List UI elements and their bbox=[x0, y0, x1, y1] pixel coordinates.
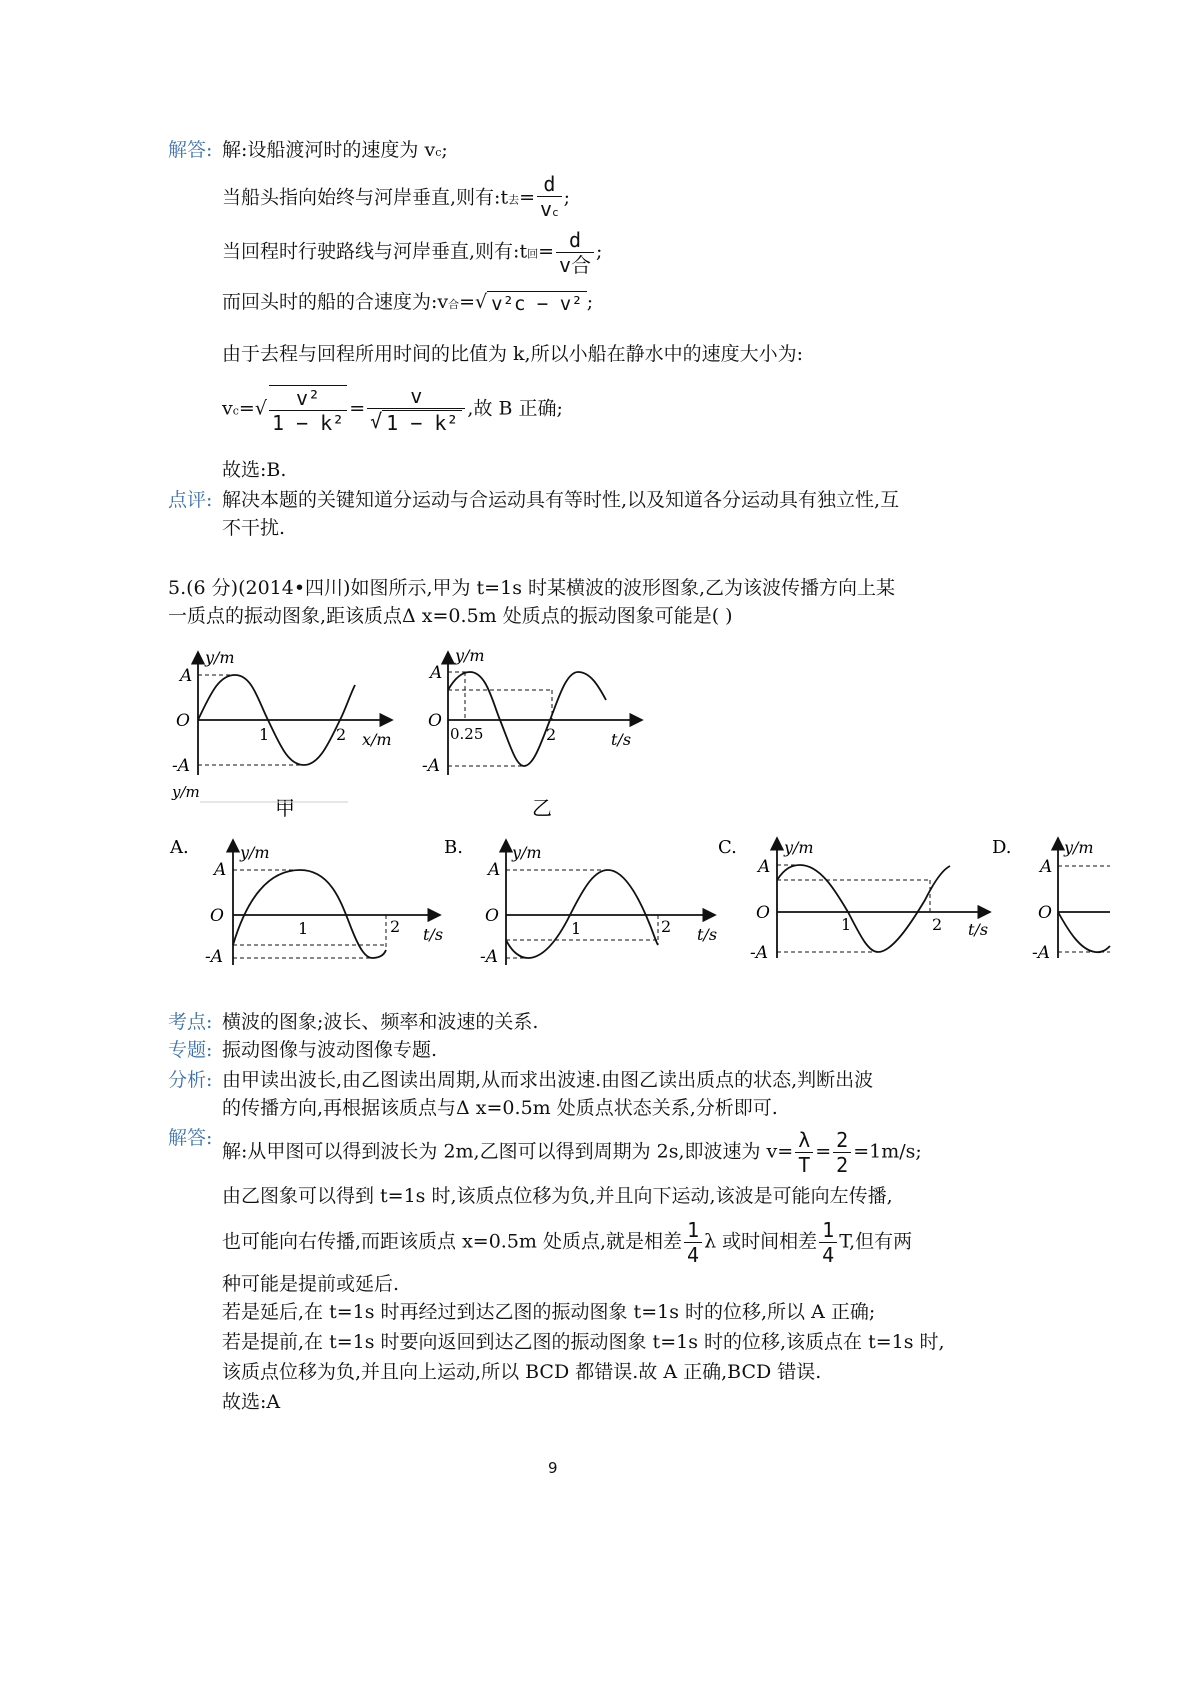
jieda-label: 解答: bbox=[168, 1127, 213, 1149]
svg-text:2: 2 bbox=[932, 915, 943, 934]
answer-choice-4: 故选:B. bbox=[222, 459, 287, 481]
option-a-label: A. bbox=[170, 837, 189, 858]
stray-ylabel: y/m bbox=[172, 783, 200, 801]
svg-text:t/s: t/s bbox=[423, 925, 444, 944]
yi-A: A bbox=[430, 663, 443, 683]
svg-text:1: 1 bbox=[841, 915, 852, 934]
comment-text-2: 不干扰. bbox=[222, 517, 286, 539]
fenxi-text-1: 由甲读出波长,由乙图读出周期,从而求出波速.由图乙读出质点的状态,判断出波 bbox=[222, 1069, 874, 1091]
question-5-line-2: 一质点的振动图象,距该质点Δ x=0.5m 处质点的振动图象可能是( ) bbox=[168, 605, 733, 627]
svg-text:1: 1 bbox=[571, 919, 582, 938]
solution-label: 解答: bbox=[168, 139, 213, 161]
zhuanti-label: 专题: bbox=[168, 1039, 213, 1061]
option-d-graph bbox=[992, 837, 1110, 963]
svg-text:A: A bbox=[758, 857, 771, 877]
yi-ylabel: y/m bbox=[455, 646, 485, 665]
option-c-label: C. bbox=[718, 837, 737, 858]
option-a-graph bbox=[169, 837, 443, 967]
solution-5-line-3: 也可能向右传播,而距该质点 x=0.5m 处质点,就是相差 $\frac{1}{4}$ λ 或时间相差 $\frac{1}{4}$ T,但有两 bbox=[222, 1218, 913, 1267]
yi-caption: 乙 bbox=[532, 796, 552, 820]
solution-5-line-5: 若是延后,在 t=1s 时再经过到达乙图的振动图象 t=1s 时的位移,所以 A 正确; bbox=[222, 1301, 876, 1323]
yi-tick-025: 0.25 bbox=[450, 725, 484, 743]
formula-t-back: 当回程时行驶路线与河岸垂直,则有:t回= $\frac{d}{\text{v合}}$ ; bbox=[222, 228, 603, 277]
jia-negA: -A bbox=[172, 756, 191, 776]
comment-label: 点评: bbox=[168, 489, 213, 511]
yi-negA: -A bbox=[422, 756, 441, 776]
option-b-label: B. bbox=[444, 837, 463, 858]
formula-t-go: 当船头指向始终与河岸垂直,则有:t去= $\frac{d}{vc}$ ; bbox=[222, 172, 571, 221]
svg-text:y/m: y/m bbox=[240, 843, 270, 862]
solution-5-line-4: 种可能是提前或延后. bbox=[222, 1273, 400, 1295]
jia-tick-2: 2 bbox=[336, 725, 347, 744]
jia-O: O bbox=[176, 711, 190, 731]
svg-text:-A: -A bbox=[1032, 943, 1051, 963]
question-5-line-1: 5.(6 分)(2014•四川)如图所示,甲为 t=1s 时某横波的波形图象,乙为该波传播方向上某 bbox=[168, 577, 896, 599]
kaodian-text: 横波的图象;波长、频率和波速的关系. bbox=[222, 1011, 539, 1033]
svg-text:O: O bbox=[210, 906, 224, 926]
fenxi-label: 分析: bbox=[168, 1069, 213, 1091]
svg-text:-A: -A bbox=[480, 947, 499, 967]
jia-A: A bbox=[180, 666, 193, 686]
comment-text-1: 解决本题的关键知道分运动与合运动具有等时性,以及知道各分运动具有独立性,互 bbox=[222, 489, 900, 511]
fenxi-text-2: 的传播方向,再根据该质点与Δ x=0.5m 处质点状态关系,分析即可. bbox=[222, 1097, 778, 1119]
svg-text:y/m: y/m bbox=[784, 838, 814, 857]
jia-xlabel: x/m bbox=[362, 730, 392, 749]
svg-text:2: 2 bbox=[661, 917, 672, 936]
option-c-graph bbox=[718, 837, 990, 963]
svg-text:y/m: y/m bbox=[512, 843, 542, 862]
svg-text:t/s: t/s bbox=[697, 925, 718, 944]
svg-text:O: O bbox=[485, 906, 499, 926]
kaodian-label: 考点: bbox=[168, 1011, 213, 1033]
formula-vc: vc=√ $\frac{\text{v²}}{\text{1 − k²}}$ = $\frac{v}{\text{√ 1 − k²}}$ ,故 B 正确; bbox=[222, 384, 563, 435]
svg-text:-A: -A bbox=[750, 943, 769, 963]
jia-tick-1: 1 bbox=[259, 725, 270, 744]
ratio-statement: 由于去程与回程所用时间的比值为 k,所以小船在静水中的速度大小为: bbox=[222, 343, 803, 365]
solution-5-line-6: 若是提前,在 t=1s 时要向返回到达乙图的振动图象 t=1s 时的位移,该质点在 t=1s 时, bbox=[222, 1331, 945, 1353]
svg-text:y/m: y/m bbox=[1064, 838, 1094, 857]
svg-text:-A: -A bbox=[205, 947, 224, 967]
jia-caption: 甲 bbox=[275, 796, 295, 820]
solution-5-line-2: 由乙图象可以得到 t=1s 时,该质点位移为负,并且向下运动,该波是可能向左传播, bbox=[222, 1185, 893, 1207]
solution-intro: 解:设船渡河时的速度为 vc; bbox=[222, 139, 448, 161]
solution-5-line-7: 该质点位移为负,并且向上运动,所以 BCD 都错误.故 A 正确,BCD 错误. bbox=[222, 1361, 822, 1383]
svg-text:O: O bbox=[1038, 903, 1052, 923]
yi-tick-2: 2 bbox=[546, 725, 557, 744]
svg-text:O: O bbox=[756, 903, 770, 923]
yi-O: O bbox=[428, 711, 442, 731]
formula-v-combined: 而回头时的船的合速度为:v合=√ v²c − v² ; bbox=[222, 291, 594, 315]
zhuanti-text: 振动图像与波动图像专题. bbox=[222, 1039, 438, 1061]
svg-text:A: A bbox=[214, 860, 227, 880]
svg-text:A: A bbox=[488, 860, 501, 880]
svg-text:1: 1 bbox=[298, 919, 309, 938]
svg-text:t/s: t/s bbox=[968, 920, 989, 939]
option-d-label: D. bbox=[992, 837, 1012, 858]
yi-xlabel: t/s bbox=[611, 730, 632, 749]
figure-jia bbox=[172, 648, 392, 820]
svg-text:2: 2 bbox=[390, 917, 401, 936]
answer-choice-5: 故选:A bbox=[222, 1391, 281, 1413]
option-b-graph bbox=[444, 837, 717, 967]
page-number: 9 bbox=[548, 1459, 558, 1477]
figure-yi bbox=[422, 646, 642, 820]
svg-text:A: A bbox=[1040, 857, 1053, 877]
solution-5-line-1: 解:从甲图可以得到波长为 2m,乙图可以得到周期为 2s,即波速为 v= $\frac{\lambda}{T}$ = $\frac{2}{2}$ =1m/s; bbox=[222, 1128, 922, 1177]
jia-ylabel: y/m bbox=[205, 648, 235, 667]
